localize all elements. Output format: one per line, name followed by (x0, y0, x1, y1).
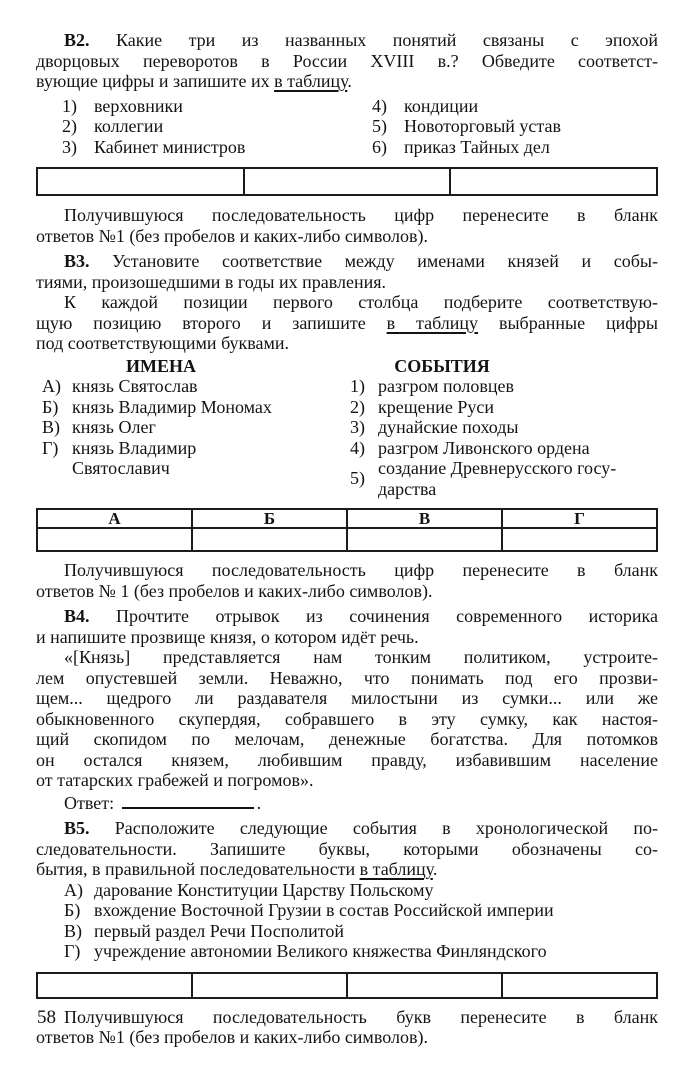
b3-name-b (36, 397, 286, 418)
b2-options-right (372, 96, 658, 158)
question-b5-label: В5. (64, 818, 90, 838)
b2-answer-cell-1[interactable] (37, 168, 244, 195)
b4-quote-line-2: лем опустевшей земли. Неважно, что понимать под его прозви- (36, 667, 658, 688)
b5-answer-cell-4[interactable] (502, 973, 657, 998)
b2-option-3-text: Кабинет министров (94, 136, 246, 157)
b3-name-a (36, 376, 286, 397)
question-b3 (36, 251, 658, 601)
b2-option-2-text: коллегии (94, 116, 164, 136)
b5-answer-cell-1[interactable] (37, 973, 192, 998)
b5-underlined-phrase: в таблицу (359, 859, 433, 879)
question-b4-label: В4. (64, 606, 90, 626)
b3-event-1-text: разгром половцев (378, 376, 515, 396)
b3-name-g (36, 438, 286, 479)
b2-option-6-digit[interactable]: 6) (372, 136, 387, 157)
b3-name-b-letter: Б) (42, 396, 59, 417)
b2-answer-table (36, 167, 658, 196)
b3-event-4-text: разгром Ливонского ордена (378, 437, 590, 458)
b5-option-v-text: первый раздел Речи Посполитой (94, 920, 344, 941)
b5-intro-line-2: следовательности. Запишите буквы, которыми обозначены со- (36, 838, 658, 859)
b5-option-v-letter: В) (64, 920, 82, 941)
b3-table-header-a: А (37, 509, 192, 528)
b5-option-b-text: вхождение Восточной Грузии в состав Российской империи (94, 900, 554, 920)
b2-intro-line-3: вующие цифры и запишите их в таблицу. (36, 71, 352, 91)
b5-note-line-2: ответов №1 (без пробелов и каких-либо символов). (36, 1027, 428, 1047)
b5-option-g-letter: Г) (64, 941, 81, 961)
b3-names-column (36, 356, 286, 500)
b2-answer-cell-2[interactable] (244, 168, 451, 195)
b4-answer-row: Ответ: . (64, 792, 262, 813)
b3-answer-cell-a[interactable] (37, 528, 192, 551)
b3-name-a-letter: А) (42, 376, 61, 396)
b2-options-left (36, 96, 372, 158)
b2-option-5-digit[interactable]: 5) (372, 116, 387, 136)
b2-answer-cell-3[interactable] (450, 168, 657, 195)
b3-answer-cell-g[interactable] (502, 528, 657, 551)
b4-quote-line-6: он остался князем, любившим правду, избавившим население (36, 749, 658, 770)
b3-para2-line-1: К каждой позиции первого столбца подберите соответствую- (64, 292, 658, 312)
b3-event-3-text: дунайские походы (378, 417, 519, 437)
b5-answer-cell-3[interactable] (347, 973, 502, 998)
b4-quote-line-7: от татарских грабежей и погромов». (36, 770, 314, 790)
b4-intro-line-1: В4. Прочтите отрывок из сочинения современного историка (64, 606, 659, 626)
b3-name-b-text: князь Владимир Мономах (72, 396, 272, 417)
b3-name-g-letter: Г) (42, 437, 59, 458)
b4-answer-blank[interactable] (122, 793, 254, 809)
b3-name-v-text: князь Олег (72, 417, 156, 437)
b2-intro-line-1: В2. Какие три из названных понятий связаны с эпохой (64, 30, 659, 50)
b2-note-line-1: Получившуюся последовательность цифр перенесите в бланк (64, 205, 658, 225)
b2-option-1 (62, 96, 372, 117)
b3-answer-cell-b[interactable] (192, 528, 347, 551)
question-b3-label: В3. (64, 251, 90, 271)
b3-name-g-text: князь Владимир Святославич (72, 437, 197, 478)
b3-event-2 (286, 397, 658, 418)
b2-option-1-digit[interactable]: 1) (62, 95, 77, 116)
b3-answer-cell-v[interactable] (347, 528, 502, 551)
b4-answer-label: Ответ: (64, 792, 115, 813)
b5-option-b-letter: Б) (64, 900, 81, 920)
b4-quote-line-5: щий скопидом по мелочам, денежные богатства. Для потомков (36, 729, 658, 749)
b2-option-2 (62, 116, 372, 137)
b3-name-v-letter: В) (42, 417, 60, 437)
b4-quote-line-1: «[Князь] представляется нам тонким политиком, устроите- (64, 647, 658, 667)
b2-option-4-text: кондиции (404, 95, 479, 116)
b3-matching-columns (36, 356, 658, 500)
b5-option-b (36, 900, 658, 921)
b2-option-5-text: Новоторговый устав (404, 116, 561, 136)
b5-intro-line-1: В5. Расположите следующие события в хронологической по- (64, 818, 659, 838)
b3-answer-table (36, 508, 658, 552)
b2-option-3 (62, 137, 372, 158)
b5-option-a (36, 880, 658, 901)
b5-option-g (36, 941, 658, 962)
b2-intro-line-2: дворцовых переворотов в России XVIII в.? Обведите соответст- (36, 50, 658, 71)
b2-note-line-2: ответов №1 (без пробелов и каких-либо символов). (36, 225, 428, 246)
b3-intro-line-2: тиями, произошедшими в годы их правления. (36, 271, 387, 292)
b3-event-3 (286, 417, 658, 438)
b2-option-3-digit[interactable]: 3) (62, 136, 77, 157)
b2-option-2-digit[interactable]: 2) (62, 116, 77, 136)
b3-event-4 (286, 438, 658, 459)
b5-answer-table (36, 972, 658, 999)
b2-option-5 (372, 116, 658, 137)
b2-option-4 (372, 96, 658, 117)
b3-note-line-2: ответов № 1 (без пробелов и каких-либо символов). (36, 580, 433, 601)
question-b4 (36, 606, 658, 813)
b3-para2-line-2: щую позицию второго и запишите в таблицу выбранные цифры (36, 312, 658, 333)
b5-answer-cell-2[interactable] (192, 973, 347, 998)
b5-option-a-text: дарование Конституции Царству Польскому (94, 879, 434, 900)
b2-option-6-text: приказ Тайных дел (404, 136, 550, 157)
b3-table-header-b: Б (192, 509, 347, 528)
b3-note-line-1: Получившуюся последовательность цифр перенесите в бланк (64, 560, 658, 580)
b4-intro-line-2: и напишите прозвище князя, о котором идёт речь. (36, 626, 419, 647)
b3-event-3-digit: 3) (350, 417, 365, 437)
b3-events-column (286, 356, 658, 500)
b4-quote-line-3: щем... щедрого ли раздавателя милостыни из сумки... или же (36, 688, 658, 708)
b3-underlined-phrase: в таблицу (386, 312, 479, 333)
question-b2 (36, 30, 658, 246)
b3-event-4-digit: 4) (350, 437, 365, 458)
b3-table-header-v: В (347, 509, 502, 528)
b3-event-2-digit: 2) (350, 396, 365, 417)
b5-intro-line-3: бытия, в правильной последовательности в таблицу. (36, 859, 438, 879)
b3-event-5-digit: 5) (350, 468, 365, 489)
page-number: 58 (37, 1007, 56, 1028)
question-b2-label: В2. (64, 30, 90, 50)
question-b5 (36, 818, 658, 1048)
b3-name-v (36, 417, 286, 438)
b3-event-5-text: создание Древнерусского госу- дарства (378, 458, 617, 499)
b3-table-header-g: Г (502, 509, 657, 528)
b2-option-6 (372, 137, 658, 158)
b3-events-header: СОБЫТИЯ (394, 355, 490, 376)
b4-quote-line-4: обыкновенного скупердяя, собравшего в эту сумку, как настоя- (36, 708, 658, 729)
b3-intro-line-1: В3. Установите соответствие между именами князей и собы- (64, 251, 658, 271)
b3-para2-line-3: под соответствующими буквами. (36, 333, 290, 353)
b3-name-a-text: князь Святослав (72, 376, 198, 396)
b2-underlined-phrase: в таблицу (274, 71, 348, 91)
b3-event-1-digit: 1) (350, 376, 365, 396)
b5-option-a-letter: А) (64, 879, 83, 900)
b3-names-header: ИМЕНА (126, 355, 196, 376)
b2-option-4-digit[interactable]: 4) (372, 95, 387, 116)
b5-option-g-text: учреждение автономии Великого княжества Финляндского (94, 941, 547, 961)
b2-option-1-text: верховники (94, 95, 183, 116)
b5-option-v (36, 921, 658, 942)
b3-event-2-text: крещение Руси (378, 396, 494, 417)
b2-options (36, 96, 658, 158)
b3-event-1 (286, 376, 658, 397)
b3-event-5 (286, 458, 658, 499)
b5-note-line-1: Получившуюся последовательность букв перенесите в бланк (64, 1006, 658, 1027)
